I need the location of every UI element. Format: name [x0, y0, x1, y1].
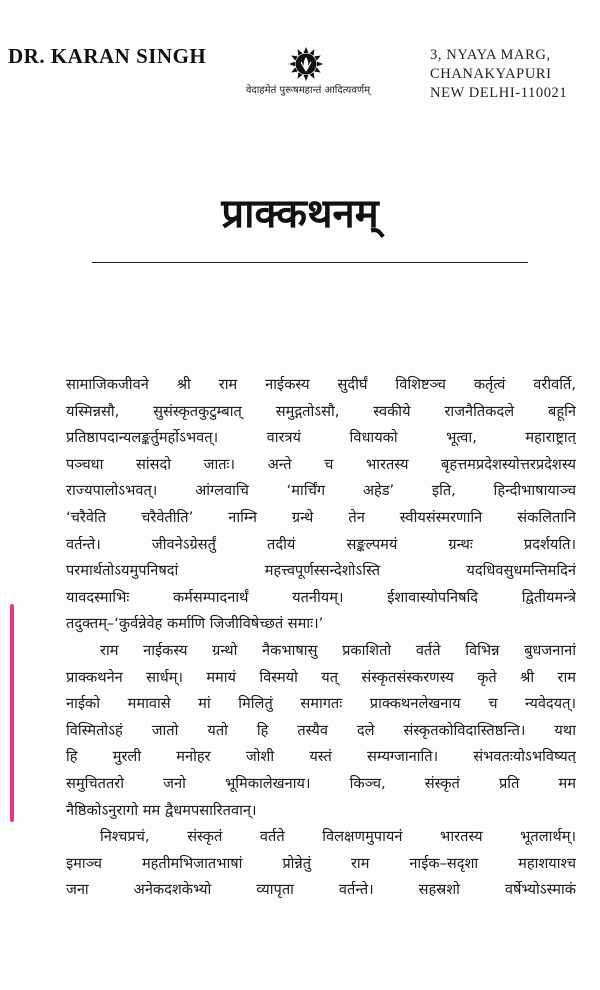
address-line: CHANAKYAPURI: [430, 66, 552, 82]
text-line: सामाजिकजीवने श्री राम नाईकस्य सुदीर्घं विशिष्टञ्च कर्तृत्वं वरीवर्ति,: [66, 376, 576, 393]
text-line: ‘चरैवेति चरैवेतीति’ नाम्नि ग्रन्थे तेन स्वीयसंस्मरणानि संकलितानि: [66, 508, 576, 526]
text-line: इमाञ्च महतीमभिजातभाषां प्रोन्नेतुं राम नाईक–सदृशा महाशयाश्च: [66, 854, 576, 872]
text-line: यस्मिन्नसौ, सुसंस्कृतकुटुम्बात् समुद्गतोऽसौ, स्वकीये राजनैतिकदले बहूनि: [66, 402, 576, 420]
text-line: प्राक्कथनेन सार्धम्। ममायं विस्मयो यत् संस्कृतसंस्करणस्य कृते श्री राम: [66, 668, 576, 686]
foreword-body: [66, 372, 576, 904]
text-line: वर्तन्ते। जीवनेऽग्रेसर्तुं तदीयं सङ्कल्पमयं ग्रन्थः प्रदर्शयति।: [66, 535, 576, 553]
text-line: तदुक्तम्–‘कुर्वन्नेवेह कर्माणि जिजीविषेच्छतं समाः।’: [66, 615, 324, 633]
letterhead-address: [430, 46, 590, 103]
text-line: नैष्ठिकोऽनुरागो मम द्वैधमपसारितवान्।: [66, 801, 257, 819]
text-line: प्रतिष्ठापदान्यलङ्कर्तुमर्होऽभवत्। वारत्रयं विधायको भूत्वा, महाराष्ट्रात्: [66, 429, 576, 447]
page-title: प्राक्कथनम्: [221, 191, 379, 237]
address-line: NEW DELHI-110021: [430, 85, 568, 101]
text-line: विस्मितोऽहं जातो यतो हि तस्यैव दले संस्कृतकोविदास्तिष्ठन्ति। यथा: [66, 721, 576, 739]
text-line: जना अनेकदशकेभ्यो व्यापृता वर्तन्ते। सहस्रशो वर्षेभ्योऽस्माकं: [66, 881, 576, 899]
text-line: नाईको ममावासे मां मिलितुं समागतः प्राक्कथनलेखनाय च न्यवेदयत्।: [66, 695, 576, 713]
text-line: राज्यपालोऽभवत्। आंग्लवाचि ‘मार्चिंग अहेड’ इति, हिन्दीभाषायाञ्च: [66, 482, 576, 500]
text-line: हि मुरली मनोहर जोशी यस्तं सम्यग्जानाति। संभवतःयोऽभविष्यत्: [66, 748, 576, 766]
text-line: निश्चप्रचं, संस्कृतं वर्तते विलक्षणमुपायनं भारतस्य भूतलार्थम्।: [100, 828, 576, 846]
letterhead-motto: वेदाहमेतं पुरूषमहान्तं आदित्यवर्णम्: [245, 85, 371, 96]
margin-highlight-mark: [10, 604, 14, 822]
text-line: परमार्थतोऽयमुपनिषदां महत्त्वपूर्णस्सन्देशोऽस्ति यदधिवसुधमन्तिमदिनं: [66, 562, 576, 580]
title-divider: [92, 262, 528, 263]
text-line: समुचिततरो जनो भूमिकालेखनाय। किञ्च, संस्कृतं प्रति मम: [66, 774, 576, 792]
address-line: 3, NYAYA MARG,: [430, 47, 551, 63]
text-line: पञ्चधा सांसदो जातः। अन्ते च भारतस्य बृहत्तमप्रदेशस्योत्तरप्रदेशस्य: [66, 455, 576, 473]
letterhead-name: DR. KARAN SINGH: [8, 44, 207, 68]
emblem-icon: [286, 46, 326, 86]
text-line: यावदस्माभिः कर्मसम्पादनार्थं यतनीयम्। ईशावास्योपनिषदि द्वितीयमन्त्रे: [66, 588, 576, 606]
text-line: राम नाईकस्य ग्रन्थो नैकभाषासु प्रकाशितो वर्तते विभिन्न बुधजनानां: [100, 641, 576, 659]
